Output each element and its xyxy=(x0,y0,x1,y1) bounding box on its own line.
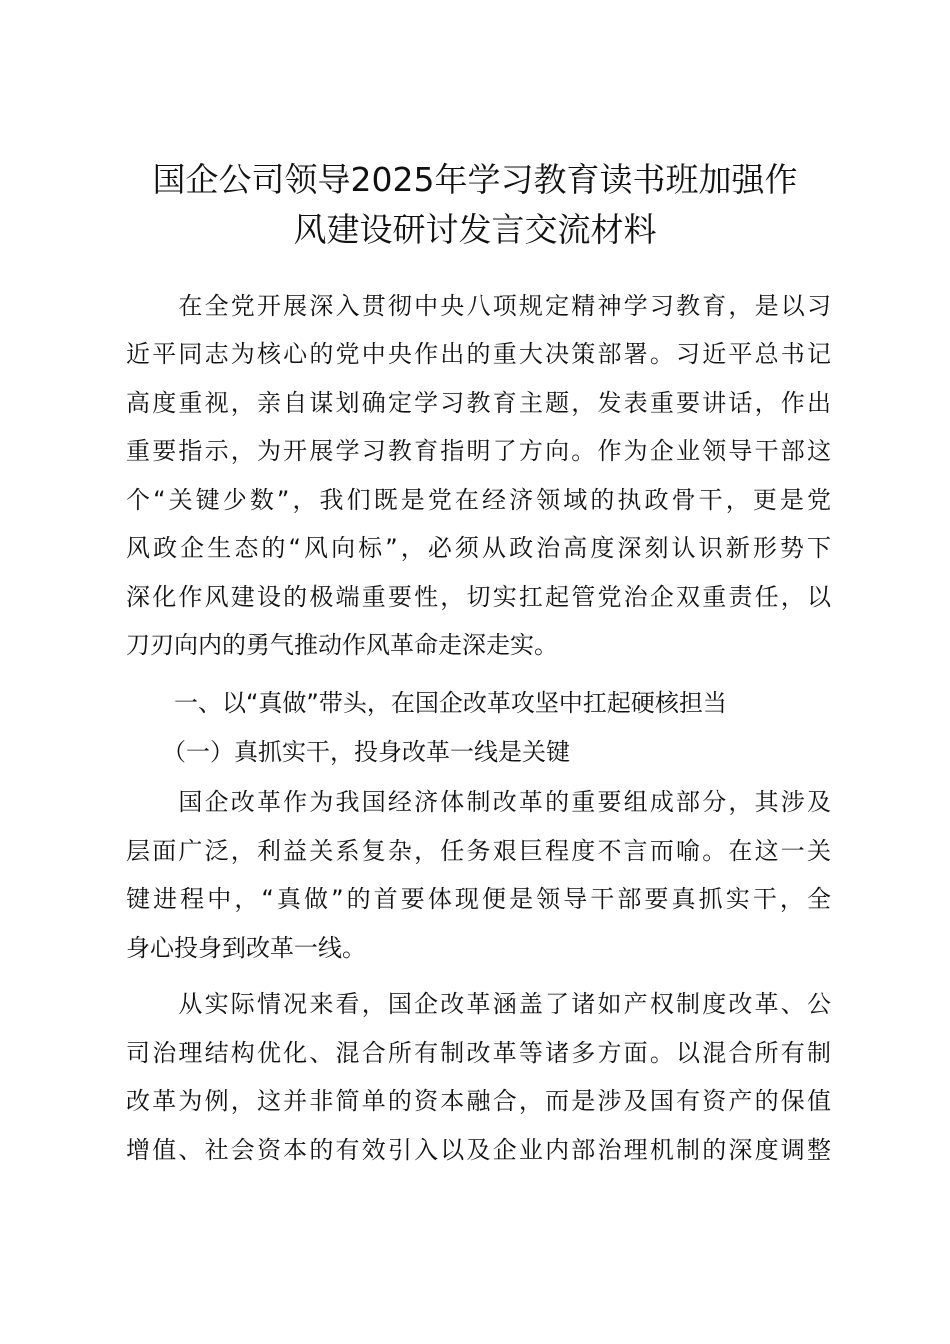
paragraph-2-line: 增值、社会资本的有效引入以及企业内部治理机制的深度调整 xyxy=(126,1136,831,1164)
paragraph-1-line: 层面广泛，利益关系复杂，任务艰巨程度不言而喻。在这一关 xyxy=(126,837,831,865)
paragraph-1-line: 身心投身到改革一线。 xyxy=(126,934,366,962)
intro-paragraph-line: 个“关键少数”，我们既是党在经济领域的执政骨干，更是党 xyxy=(126,486,831,514)
document-title-line-2: 风建设研讨发言交流材料 xyxy=(293,210,657,249)
intro-paragraph-line: 近平同志为核心的党中央作出的重大决策部署。习近平总书记 xyxy=(126,340,831,368)
paragraph-1-line: 国企改革作为我国经济体制改革的重要组成部分，其涉及 xyxy=(126,788,831,816)
paragraph-2-line: 从实际情况来看，国企改革涵盖了诸如产权制度改革、公 xyxy=(126,990,831,1018)
intro-paragraph-line: 深化作风建设的极端重要性，切实扛起管党治企双重责任，以 xyxy=(126,583,831,611)
intro-paragraph-line: 风政企生态的“风向标”，必须从政治高度深刻认识新形势下 xyxy=(126,534,831,562)
paragraph-2-line: 改革为例，这并非简单的资本融合，而是涉及国有资产的保值 xyxy=(126,1087,831,1115)
document-title-line-1: 国企公司领导2025年学习教育读书班加强作 xyxy=(152,160,798,199)
subsection-heading-1: （一）真抓实干，投身改革一线是关键 xyxy=(126,738,570,766)
intro-paragraph-line: 在全党开展深入贯彻中央八项规定精神学习教育，是以习 xyxy=(126,292,831,320)
paragraph-2-line: 司治理结构优化、混合所有制改革等诸多方面。以混合所有制 xyxy=(126,1039,831,1067)
intro-paragraph-line: 高度重视，亲自谋划确定学习教育主题，发表重要讲话，作出 xyxy=(126,389,831,417)
intro-paragraph-line: 刀刃向内的勇气推动作风革命走深走实。 xyxy=(126,631,558,659)
paragraph-1-line: 键进程中，“真做”的首要体现便是领导干部要真抓实干，全 xyxy=(126,885,831,913)
intro-paragraph-line: 重要指示，为开展学习教育指明了方向。作为企业领导干部这 xyxy=(126,437,831,465)
section-heading-1: 一、以“真做”带头，在国企改革攻坚中扛起硬核担当 xyxy=(126,689,727,717)
